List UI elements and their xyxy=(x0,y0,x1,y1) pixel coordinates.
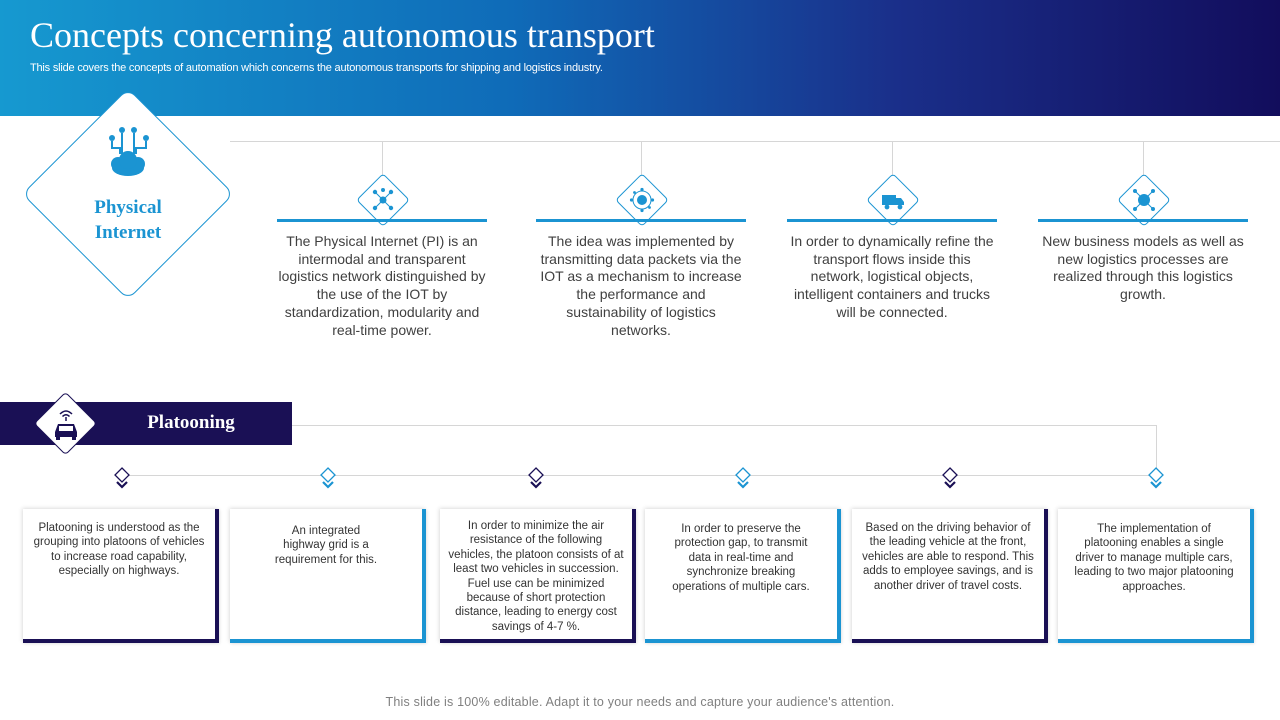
platoon-card-text: An integrated highway grid is a requirement for this. xyxy=(274,525,378,566)
platoon-card-text: In order to preserve the protection gap, to transmit data in real-time and synchronize breaking operations of multiple cars. xyxy=(672,523,810,593)
platoon-card-text: In order to minimize the air resistance of the following vehicles, the platoon consists of at least two vehicles in succession. Fuel use can be minimized because of short protection distance, leading to energy cost savings of 4-7 %. xyxy=(448,520,624,633)
platoon-card-4 xyxy=(645,509,841,643)
pi-connector-line xyxy=(230,141,1280,142)
cloud-network-icon xyxy=(98,124,158,184)
footer-note: This slide is 100% editable. Adapt it to your needs and capture your audience's attention. xyxy=(385,695,895,709)
pi-col-text: New business models as well as new logistics processes are realized through this logistics growth. xyxy=(1042,233,1244,303)
globe-network-icon xyxy=(629,187,655,213)
header-banner xyxy=(0,0,1280,116)
platoon-card-text: Based on the driving behavior of the leading vehicle at the front, vehicles are able to respond. This adds to employee savings, and is another driver of travel costs. xyxy=(862,522,1034,592)
platoon-card-5 xyxy=(852,509,1048,643)
platoon-card-3 xyxy=(440,509,636,643)
connected-globe-icon xyxy=(1131,187,1157,213)
pi-col-text: The idea was implemented by transmitting data packets via the IOT as a mechanism to increase the performance and sustainability of logistics networks. xyxy=(540,233,742,338)
platoon-card-2 xyxy=(230,509,426,643)
page-title: Concepts concerning autonomous transport xyxy=(30,15,655,55)
platoon-card-1 xyxy=(23,509,219,643)
timeline-marker xyxy=(735,467,751,489)
pi-col-connector xyxy=(641,141,642,176)
platoon-card-text: Platooning is understood as the grouping into platoons of vehicles to increase road capability, especially on highways. xyxy=(33,522,205,578)
platoon-connector-bottom xyxy=(122,475,1157,476)
pi-col-bar xyxy=(536,219,746,222)
page-subtitle: This slide covers the concepts of automation which concerns the autonomous transports for shipping and logistics industry. xyxy=(30,62,603,74)
pi-col-bar xyxy=(277,219,487,222)
platoon-connector-top xyxy=(292,425,1157,426)
pi-col-connector xyxy=(382,141,383,176)
platoon-card-6 xyxy=(1058,509,1254,643)
pi-diamond-frame xyxy=(22,88,234,300)
pi-col-text: The Physical Internet (PI) is an intermodal and transparent logistics network distinguished by the use of the IOT by standardization, modularity and real-time power. xyxy=(278,233,486,338)
pi-col-connector xyxy=(1143,141,1144,176)
connected-car-icon xyxy=(48,404,84,444)
pi-label-line1: Physical xyxy=(94,197,162,218)
timeline-marker xyxy=(320,467,336,489)
pi-label-line2: Internet xyxy=(94,222,162,243)
pi-col-text: In order to dynamically refine the transport flows inside this network, logistical objects, intelligent containers and trucks will be connected. xyxy=(790,233,994,320)
timeline-marker xyxy=(114,467,130,489)
physical-internet-label xyxy=(68,195,188,245)
platooning-label: Platooning xyxy=(147,412,235,433)
pi-col-connector xyxy=(892,141,893,176)
network-people-icon xyxy=(370,187,396,213)
timeline-marker xyxy=(1148,467,1164,489)
timeline-marker xyxy=(528,467,544,489)
delivery-truck-icon xyxy=(880,187,906,213)
pi-col-bar xyxy=(787,219,997,222)
platoon-card-text: The implementation of platooning enables a single driver to manage multiple cars, leading to two major platooning approaches. xyxy=(1074,523,1234,593)
pi-col-bar xyxy=(1038,219,1248,222)
timeline-marker xyxy=(942,467,958,489)
